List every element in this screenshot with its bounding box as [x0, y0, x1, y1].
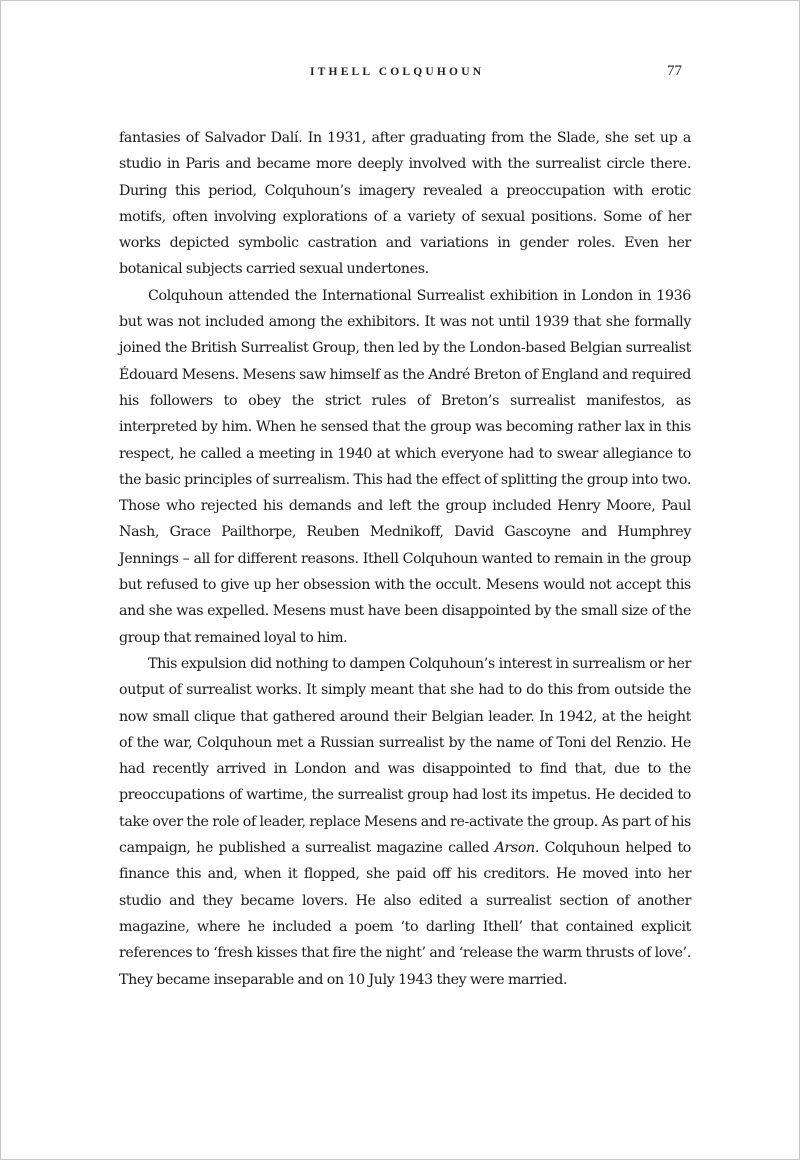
paragraph-1: fantasies of Salvador Dalí. In 1931, after graduating from the Slade, she set up a studio in Paris and became more deeply involved with the surrealist circle there. During this period, Colquhoun’s imagery revealed a preoccupation with erotic motifs, often involving explorations of a variety of sexual positions. Some of her works depicted symbolic castration and variations in gender roles. Even her botanical subjects carried sexual undertones.: [119, 130, 691, 278]
body-text: [119, 125, 691, 993]
magazine-title-arson: Arson.: [494, 840, 539, 857]
paragraph-3-part-2: Colquhoun helped to finance this and, when it flopped, she paid off his creditors. He moved into her studio and they became lovers. He also edited a surrealist section of another magazine, where he included a poem ‘to darling Ithell’ that contained explicit references to ‘fresh kisses that fire the night’ and ‘release the warm thrusts of love’. They became inseparable and on 10 July 1943 they were married.: [119, 840, 691, 988]
paragraph-3-part-1: This expulsion did nothing to dampen Colquhoun’s interest in surrealism or her output of surrealist works. It simply meant that she had to do this from outside the now small clique that gathered around their Belgian leader. In 1942, at the height of the war, Colquhoun met a Russian surrealist by the name of Toni del Renzio. He had recently arrived in London and was disappointed to find that, due to the preoccupations of wartime, the surrealist group had lost its impetus. He decided to take over the role of leader, replace Mesens and re-activate the group. As part of his campaign, he published a surrealist magazine called: [119, 655, 691, 857]
paragraph-3: [119, 651, 691, 993]
running-title: ITHELL COLQUHOUN: [310, 66, 485, 78]
page-number: 77: [667, 63, 682, 79]
running-head: [0, 63, 800, 86]
paragraph-2: Colquhoun attended the International Surrealist exhibition in London in 1936 but was not included among the exhibitors. It was not until 1939 that she formally joined the British Surrealist Group, then led by the London-based Belgian surrealist Édouard Mesens. Mesens saw himself as the André Breton of England and required his followers to obey the strict rules of Breton’s surrealist manifestos, as interpreted by him. When he sensed that the group was becoming rather lax in this respect, he called a meeting in 1940 at which everyone had to swear allegiance to the basic principles of surrealism. This had the effect of splitting the group into two. Those who rejected his demands and left the group included Henry Moore, Paul Nash, Grace Pailthorpe, Reuben Mednikoff, David Gascoyne and Humphrey Jennings – all for different reasons. Ithell Colquhoun wanted to remain in the group but refused to give up her obsession with the occult. Mesens would not accept this and she was expelled. Mesens must have been disappointed by the small size of the group that remained loyal to him.: [119, 287, 691, 646]
